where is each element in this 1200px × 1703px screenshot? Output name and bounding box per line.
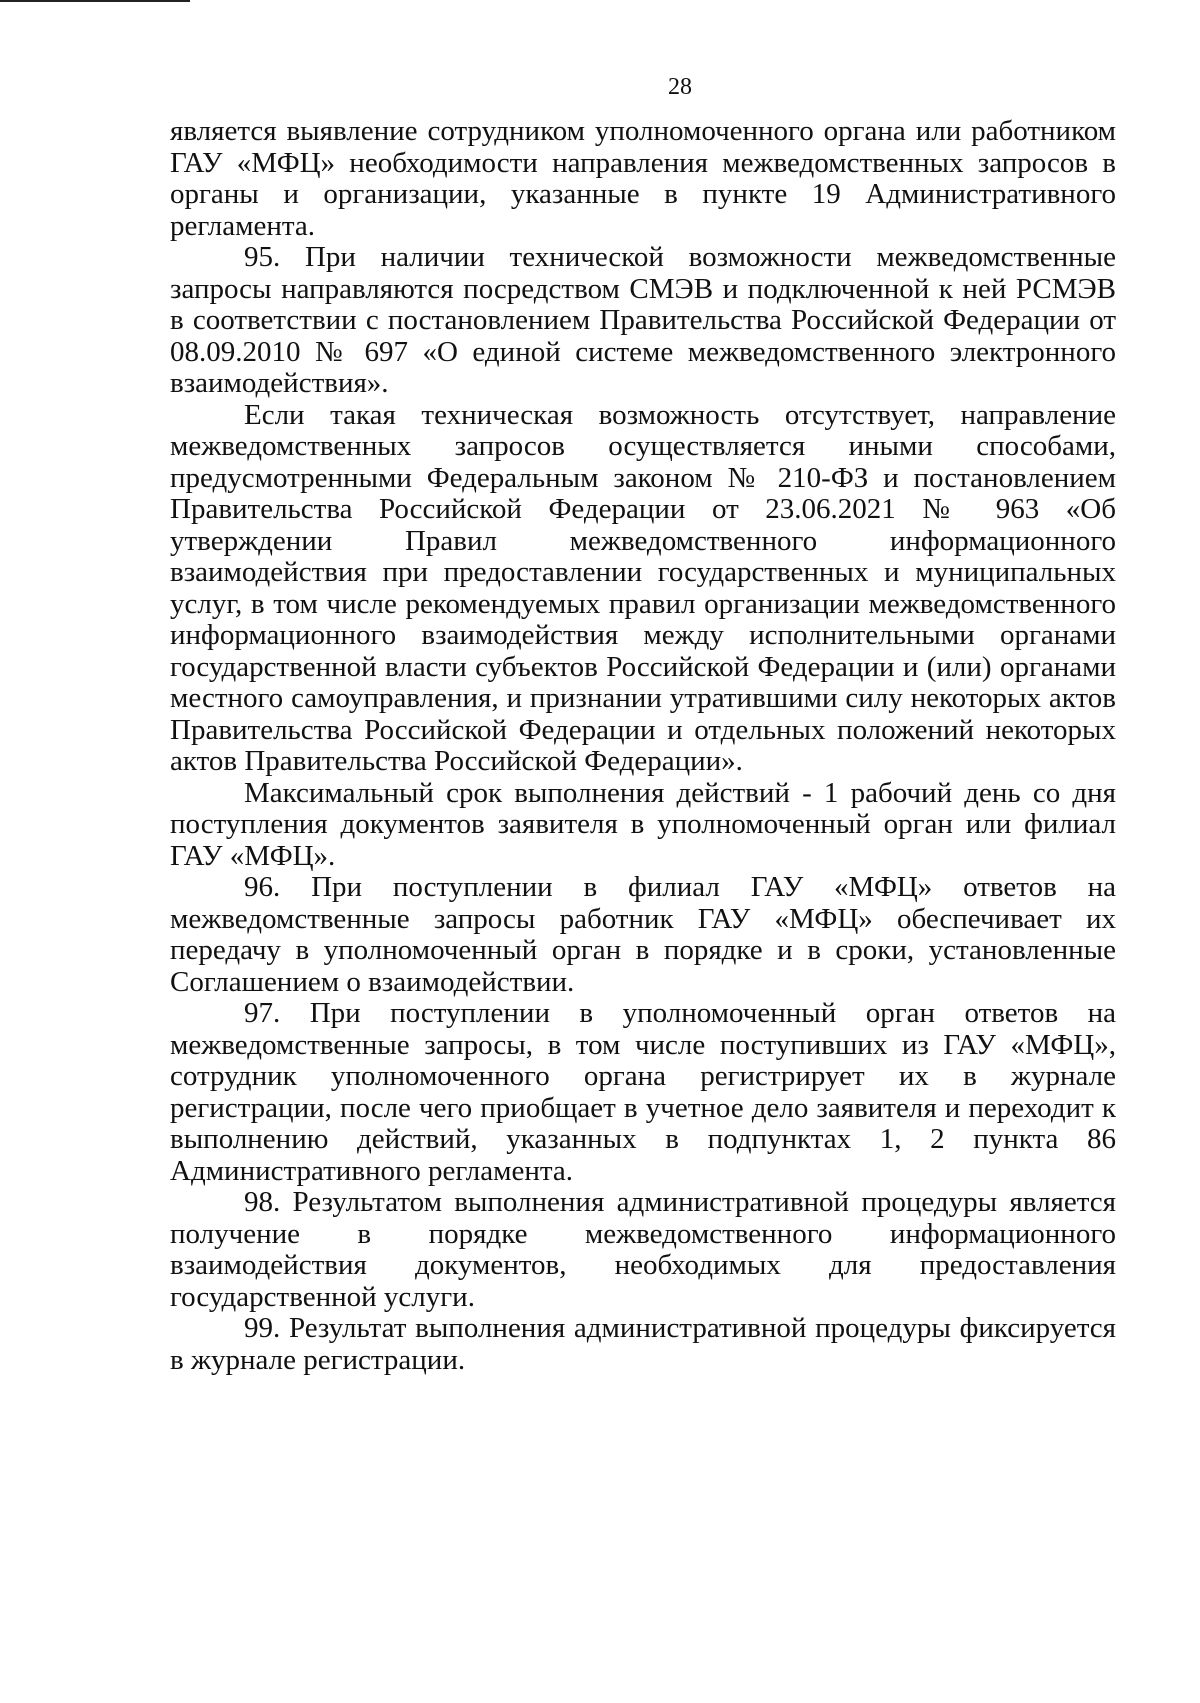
paragraph-max-term: Максимальный срок выполнения действий - 1 рабочий день со дня поступления документов заявителя в уполномоченный орган или филиал ГАУ «МФЦ». xyxy=(170,776,1116,872)
paragraph-99: 99. Результат выполнения административной процедуры фиксируется в журнале регистрации. xyxy=(170,1312,1116,1376)
paragraph-continuation: является выявление сотрудником уполномоченного органа или работником ГАУ «МФЦ» необходимости направления межведомственных запросов в органы и организации, указанные в пункте 19 Административного регламента. xyxy=(170,115,1116,242)
paragraph-95: 95. При наличии технической возможности межведомственные запросы направляются посредством СМЭВ и подключенной к ней РСМЭВ в соответствии с постановлением Правительства Российской Федерации от 08.09.2010 № 697 «О единой системе межведомственного электронного взаимодействия». xyxy=(170,241,1116,399)
page-number: 28 xyxy=(668,74,692,100)
paragraph-98: 98. Результатом выполнения административной процедуры является получение в порядке межведомственного информационного взаимодействия документов, необходимых для предоставления государственной услуги. xyxy=(170,1186,1116,1313)
paragraph-95-alt-method: Если такая техническая возможность отсутствует, направление межведомственных запросов осуществляется иными способами, предусмотренными Федеральным законом № 210-ФЗ и постановлением Правительства Российской Федерации от 23.06.2021 № 963 «Об утверждении Правил межведомственного информационного взаимодействия при предоставлении государственных и муниципальных услуг, в том числе рекомендуемых правил организации межведомственного информационного взаимодействия между исполнительными органами государственной власти субъектов Российской Федерации и (или) органами местного самоуправления, и признании утратившими силу некоторых актов Правительства Российской Федерации и отдельных положений некоторых актов Правительства Российской Федерации». xyxy=(170,398,1116,777)
paragraph-97: 97. При поступлении в уполномоченный орган ответов на межведомственные запросы, в том числе поступивших из ГАУ «МФЦ», сотрудник уполномоченного органа регистрирует их в журнале регистрации, после чего приобщает в учетное дело заявителя и переходит к выполнению действий, указанных в подпунктах 1, 2 пункта 86 Административного регламента. xyxy=(170,997,1116,1187)
scan-edge-line xyxy=(0,0,190,2)
paragraph-96: 96. При поступлении в филиал ГАУ «МФЦ» ответов на межведомственные запросы работник ГАУ «МФЦ» обеспечивает их передачу в уполномоченный орган в порядке и в сроки, установленные Соглашением о взаимодействии. xyxy=(170,871,1116,998)
document-body xyxy=(170,116,1116,1376)
